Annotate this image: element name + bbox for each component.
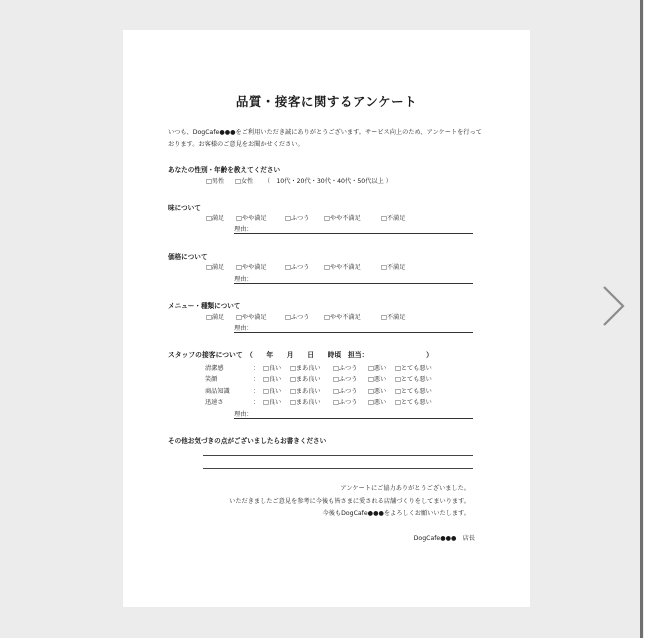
rating-good[interactable]: □良い <box>263 388 282 395</box>
viewer-border <box>640 0 643 638</box>
colon: ： <box>253 399 260 406</box>
colon: ： <box>253 365 260 372</box>
page-title: 品質・接客に関するアンケート <box>235 94 418 109</box>
reason-line[interactable] <box>234 233 473 234</box>
rating-bad[interactable]: □悪い <box>368 388 387 395</box>
reason-line[interactable] <box>234 418 473 419</box>
reason-label: 理由： <box>234 226 253 233</box>
option-neutral[interactable]: □ふつう <box>285 314 310 321</box>
option-somewhat-satisfied[interactable]: □やや満足 <box>236 314 267 321</box>
rating-good[interactable]: □良い <box>263 365 282 372</box>
option-somewhat-dissatisfied[interactable]: □やや不満足 <box>324 314 361 321</box>
rating-very-bad[interactable]: □とても悪い <box>395 388 432 395</box>
option-satisfied[interactable]: □満足 <box>206 264 225 271</box>
option-dissatisfied[interactable]: □不満足 <box>381 215 406 222</box>
rating-neutral[interactable]: □ふつう <box>333 388 358 395</box>
chevron-right-icon <box>596 283 630 329</box>
reason-label: 理由： <box>234 411 253 418</box>
reason-line[interactable] <box>234 332 473 333</box>
staff-item-label: 笑顔 <box>205 376 218 383</box>
option-somewhat-dissatisfied[interactable]: □やや不満足 <box>324 215 361 222</box>
staff-item-label: 商品知識 <box>205 388 230 395</box>
option-satisfied[interactable]: □満足 <box>206 314 225 321</box>
rating-very-bad[interactable]: □とても悪い <box>395 376 432 383</box>
reason-label: 理由： <box>234 325 253 332</box>
signature: DogCafe●●● 店長 <box>413 535 475 542</box>
option-dissatisfied[interactable]: □不満足 <box>381 314 406 321</box>
comment-line[interactable] <box>203 455 473 456</box>
rating-fairly-good[interactable]: □まあ良い <box>290 365 321 372</box>
option-dissatisfied[interactable]: □不満足 <box>381 264 406 271</box>
option-neutral[interactable]: □ふつう <box>285 264 310 271</box>
rating-bad[interactable]: □悪い <box>368 399 387 406</box>
colon: ： <box>253 388 260 395</box>
option-somewhat-dissatisfied[interactable]: □やや不満足 <box>324 264 361 271</box>
document-page <box>123 30 530 607</box>
free-comment-heading: その他お気づきの点がございましたらお書きください <box>168 437 327 445</box>
rating-neutral[interactable]: □ふつう <box>333 376 358 383</box>
rating-bad[interactable]: □悪い <box>368 365 387 372</box>
female-checkbox[interactable]: □女性 <box>235 178 254 185</box>
rating-fairly-good[interactable]: □まあ良い <box>290 399 321 406</box>
comment-line[interactable] <box>203 468 473 469</box>
viewer-edge <box>644 0 649 638</box>
rating-good[interactable]: □良い <box>263 376 282 383</box>
option-somewhat-satisfied[interactable]: □やや満足 <box>236 264 267 271</box>
rating-neutral[interactable]: □ふつう <box>333 399 358 406</box>
rating-fairly-good[interactable]: □まあ良い <box>290 376 321 383</box>
price-heading: 価格について <box>168 253 208 261</box>
option-somewhat-satisfied[interactable]: □やや満足 <box>236 215 267 222</box>
option-satisfied[interactable]: □満足 <box>206 215 225 222</box>
staff-heading: スタッフの接客について （ 年 月 日 時頃 担当： ） <box>168 351 433 359</box>
rating-bad[interactable]: □悪い <box>368 376 387 383</box>
rating-very-bad[interactable]: □とても悪い <box>395 365 432 372</box>
rating-very-bad[interactable]: □とても悪い <box>395 399 432 406</box>
taste-heading: 味について <box>168 204 201 212</box>
reason-label: 理由： <box>234 276 253 283</box>
colon: ： <box>253 376 260 383</box>
rating-good[interactable]: □良い <box>263 399 282 406</box>
option-neutral[interactable]: □ふつう <box>285 215 310 222</box>
gender-age-heading: あなたの性別・年齢を教えてください <box>168 166 281 174</box>
closing-message: アンケートにご協力ありがとうございました。 いただきましたご意見を参考に今後も皆さまに愛される店舗づくりをしてまいります。 今後もDogCafe●●●をよろしくお願いいたします。 <box>229 485 470 517</box>
age-options[interactable]: （ 10代・20代・30代・40代・50代以上 ） <box>264 178 392 185</box>
staff-item-label: 清潔感 <box>205 365 224 372</box>
male-checkbox[interactable]: □男性 <box>206 178 225 185</box>
next-page-button[interactable] <box>596 283 630 329</box>
staff-item-label: 迅速さ <box>205 399 224 406</box>
rating-neutral[interactable]: □ふつう <box>333 365 358 372</box>
menu-heading: メニュー・種類について <box>168 302 241 310</box>
reason-line[interactable] <box>234 283 473 284</box>
rating-fairly-good[interactable]: □まあ良い <box>290 388 321 395</box>
intro-text: いつも、DogCafe●●●をご利用いただき誠にありがとうございます。サービス向上のため、アンケートを行っております。お客様のご意見をお聞かせください。 <box>168 129 482 148</box>
